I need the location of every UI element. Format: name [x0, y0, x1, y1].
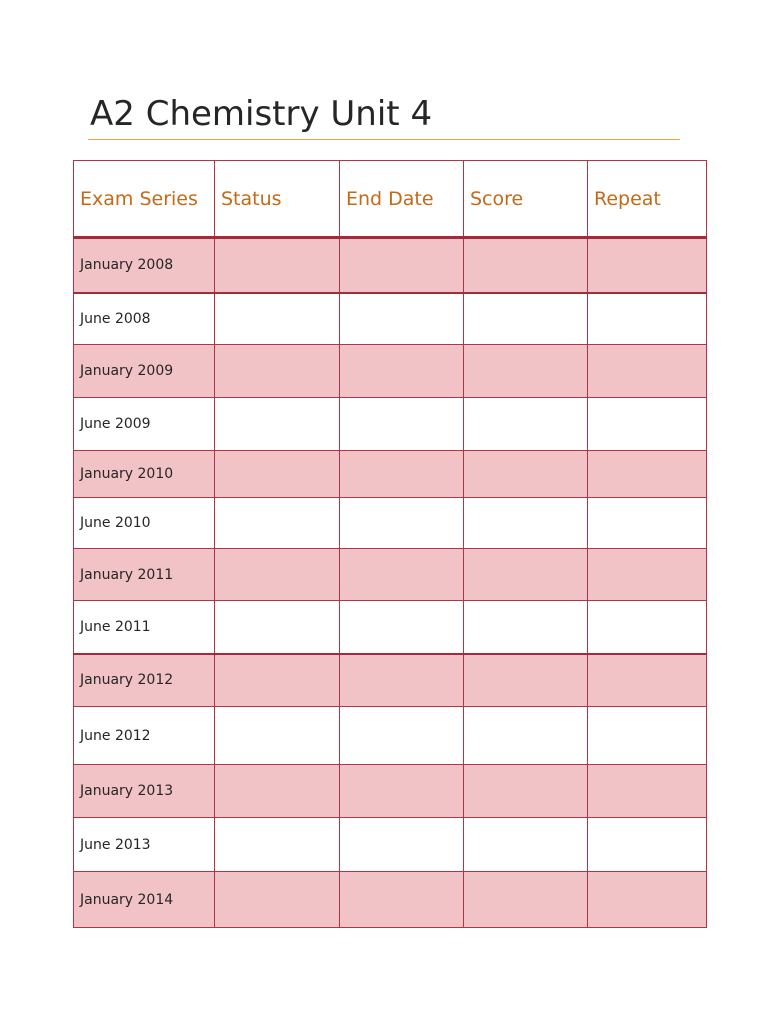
status-cell[interactable] [215, 654, 340, 707]
exam-tracker-table [73, 160, 707, 928]
status-cell[interactable] [215, 601, 340, 654]
score-cell[interactable] [464, 765, 588, 818]
header-row [74, 161, 707, 238]
status-cell[interactable] [215, 765, 340, 818]
table-row [74, 818, 707, 872]
end-date-cell[interactable] [340, 872, 464, 928]
status-cell[interactable] [215, 818, 340, 872]
exam-series-cell: June 2008 [74, 293, 215, 345]
table-row [74, 654, 707, 707]
repeat-cell[interactable] [588, 498, 707, 549]
end-date-cell[interactable] [340, 601, 464, 654]
repeat-cell[interactable] [588, 654, 707, 707]
end-date-cell[interactable] [340, 398, 464, 451]
exam-series-cell: January 2014 [74, 872, 215, 928]
column-header-repeat: Repeat [588, 161, 707, 238]
exam-series-cell: June 2012 [74, 707, 215, 765]
table-row [74, 707, 707, 765]
repeat-cell[interactable] [588, 818, 707, 872]
table-row [74, 293, 707, 345]
status-cell[interactable] [215, 549, 340, 601]
score-cell[interactable] [464, 872, 588, 928]
exam-series-cell: June 2013 [74, 818, 215, 872]
score-cell[interactable] [464, 238, 588, 293]
score-cell[interactable] [464, 398, 588, 451]
end-date-cell[interactable] [340, 818, 464, 872]
table-row [74, 601, 707, 654]
repeat-cell[interactable] [588, 238, 707, 293]
repeat-cell[interactable] [588, 398, 707, 451]
exam-series-cell: June 2010 [74, 498, 215, 549]
repeat-cell[interactable] [588, 765, 707, 818]
end-date-cell[interactable] [340, 345, 464, 398]
exam-series-cell: January 2012 [74, 654, 215, 707]
status-cell[interactable] [215, 238, 340, 293]
exam-series-cell: January 2011 [74, 549, 215, 601]
end-date-cell[interactable] [340, 654, 464, 707]
page-title: A2 Chemistry Unit 4 [90, 94, 433, 134]
exam-series-cell: June 2011 [74, 601, 215, 654]
repeat-cell[interactable] [588, 293, 707, 345]
status-cell[interactable] [215, 707, 340, 765]
end-date-cell[interactable] [340, 451, 464, 498]
repeat-cell[interactable] [588, 345, 707, 398]
end-date-cell[interactable] [340, 765, 464, 818]
table-row [74, 345, 707, 398]
status-cell[interactable] [215, 498, 340, 549]
end-date-cell[interactable] [340, 707, 464, 765]
end-date-cell[interactable] [340, 238, 464, 293]
column-header-score: Score [464, 161, 588, 238]
column-header-exam-series: Exam Series [74, 161, 215, 238]
end-date-cell[interactable] [340, 549, 464, 601]
score-cell[interactable] [464, 818, 588, 872]
status-cell[interactable] [215, 872, 340, 928]
exam-series-cell: January 2009 [74, 345, 215, 398]
table-row [74, 872, 707, 928]
repeat-cell[interactable] [588, 707, 707, 765]
table-row [74, 498, 707, 549]
status-cell[interactable] [215, 293, 340, 345]
score-cell[interactable] [464, 654, 588, 707]
table-row [74, 765, 707, 818]
repeat-cell[interactable] [588, 601, 707, 654]
repeat-cell[interactable] [588, 451, 707, 498]
score-cell[interactable] [464, 293, 588, 345]
table-row [74, 238, 707, 293]
score-cell[interactable] [464, 707, 588, 765]
column-header-status: Status [215, 161, 340, 238]
table-row [74, 549, 707, 601]
column-header-end-date: End Date [340, 161, 464, 238]
status-cell[interactable] [215, 451, 340, 498]
status-cell[interactable] [215, 345, 340, 398]
end-date-cell[interactable] [340, 293, 464, 345]
table-row [74, 451, 707, 498]
exam-series-cell: January 2010 [74, 451, 215, 498]
repeat-cell[interactable] [588, 872, 707, 928]
title-underline [88, 139, 680, 140]
score-cell[interactable] [464, 345, 588, 398]
score-cell[interactable] [464, 549, 588, 601]
status-cell[interactable] [215, 398, 340, 451]
score-cell[interactable] [464, 601, 588, 654]
repeat-cell[interactable] [588, 549, 707, 601]
end-date-cell[interactable] [340, 498, 464, 549]
table-row [74, 398, 707, 451]
exam-series-cell: June 2009 [74, 398, 215, 451]
score-cell[interactable] [464, 498, 588, 549]
exam-series-cell: January 2008 [74, 238, 215, 293]
score-cell[interactable] [464, 451, 588, 498]
exam-series-cell: January 2013 [74, 765, 215, 818]
